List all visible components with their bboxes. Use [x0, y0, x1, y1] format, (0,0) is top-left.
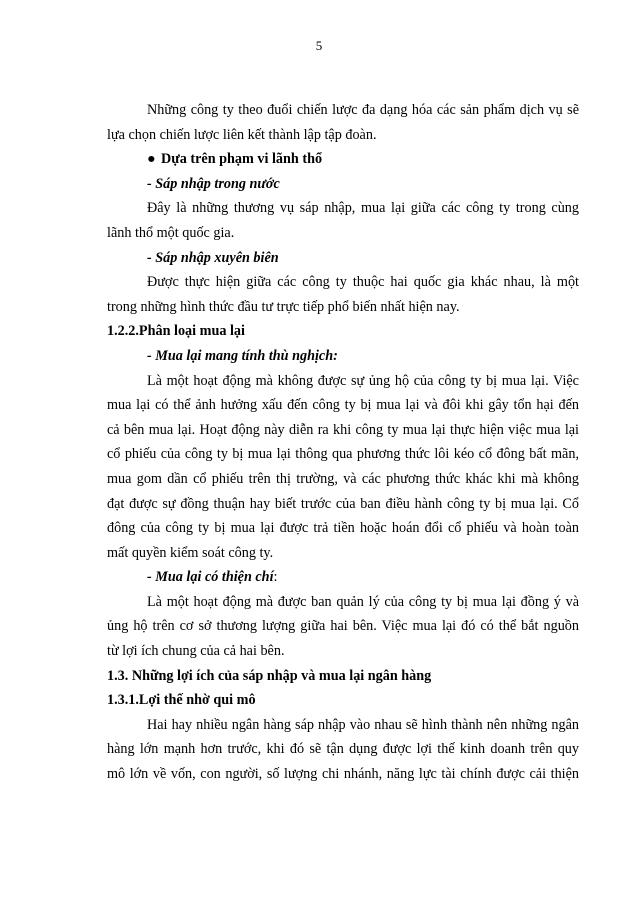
- paragraph-line: mua gom dần cổ phiếu trên thị trường, và các phương thức khác khi mà không: [107, 470, 579, 487]
- bullet-heading-text: Dựa trên phạm vi lãnh thổ: [161, 151, 323, 168]
- paragraph-line: Đây là những thương vụ sáp nhập, mua lại giữa các công ty trong cùng: [147, 200, 579, 217]
- paragraph-line: ủng hộ trên cơ sở thương lượng giữa hai bên. Việc mua lại đó có thể bắt nguồn: [107, 618, 579, 635]
- document-body: [107, 98, 579, 787]
- paragraph-line: Hai hay nhiều ngân hàng sáp nhập vào nhau sẽ hình thành nên những ngân: [147, 716, 579, 733]
- paragraph-line: đông của công ty bị mua lại được trả tiền hoặc hoán đổi cổ phiếu và hoàn toàn: [107, 520, 579, 537]
- page-number: 5: [315, 38, 323, 53]
- paragraph-line: Là một hoạt động mà được ban quản lý của công ty bị mua lại đồng ý và: [147, 593, 579, 610]
- bullet-heading: [107, 147, 579, 172]
- paragraph-line: mua lại có thể ảnh hưởng xấu đến công ty bị mua lại và đôi khi gây tổn hại đến: [107, 397, 579, 414]
- colon-mark: :: [273, 569, 278, 586]
- section-heading: 1.2.2.Phân loại mua lại: [107, 323, 245, 340]
- section-heading: 1.3. Những lợi ích của sáp nhập và mua lại ngân hàng: [107, 667, 432, 684]
- sub-heading: - Sáp nhập xuyên biên: [147, 249, 279, 266]
- paragraph-line: đạt được sự đồng thuận hay biết trước của ban điều hành công ty bị mua lại. Cổ: [107, 495, 579, 512]
- paragraph-line: Những công ty theo đuổi chiến lược đa dạng hóa các sản phẩm dịch vụ sẽ: [147, 102, 579, 118]
- sub-heading: - Sáp nhập trong nước: [147, 175, 280, 192]
- sub-heading: - Mua lại mang tính thù nghịch:: [147, 347, 338, 364]
- section-heading: 1.3.1.Lợi thế nhờ qui mô: [107, 692, 256, 709]
- paragraph-line: trong những hình thức đầu tư trực tiếp phổ biến nhất hiện nay.: [107, 298, 460, 315]
- paragraph-line: từ lợi ích chung của cả hai bên.: [107, 643, 285, 660]
- paragraph-line: Là một hoạt động mà không được sự ủng hộ của công ty bị mua lại. Việc: [147, 372, 579, 389]
- paragraph-line: hàng lớn mạnh hơn trước, khi đó sẽ tận dụng được lợi thế kinh doanh trên quy: [107, 741, 579, 758]
- sub-heading: [107, 565, 579, 590]
- bullet-dot-icon: ●: [147, 151, 156, 168]
- paragraph-line: lựa chọn chiến lược liên kết thành lập tập đoàn.: [107, 126, 377, 143]
- sub-heading-text: - Mua lại có thiện chí: [147, 569, 274, 586]
- paragraph-line: mô lớn về vốn, con người, số lượng chi nhánh, năng lực tài chính được cải thiện: [107, 766, 579, 783]
- paragraph-line: cổ phiếu của công ty bị mua lại thông qua phương thức lôi kéo cổ đông bất mãn,: [107, 446, 579, 463]
- paragraph-line: cả bên mua lại. Hoạt động này diễn ra khi công ty mua lại thực hiện việc mua lại: [107, 421, 579, 438]
- paragraph-line: mất quyền kiểm soát công ty.: [107, 544, 274, 561]
- paragraph-line: Được thực hiện giữa các công ty thuộc hai quốc gia khác nhau, là một: [147, 274, 579, 291]
- paragraph-line: lãnh thổ một quốc gia.: [107, 224, 235, 241]
